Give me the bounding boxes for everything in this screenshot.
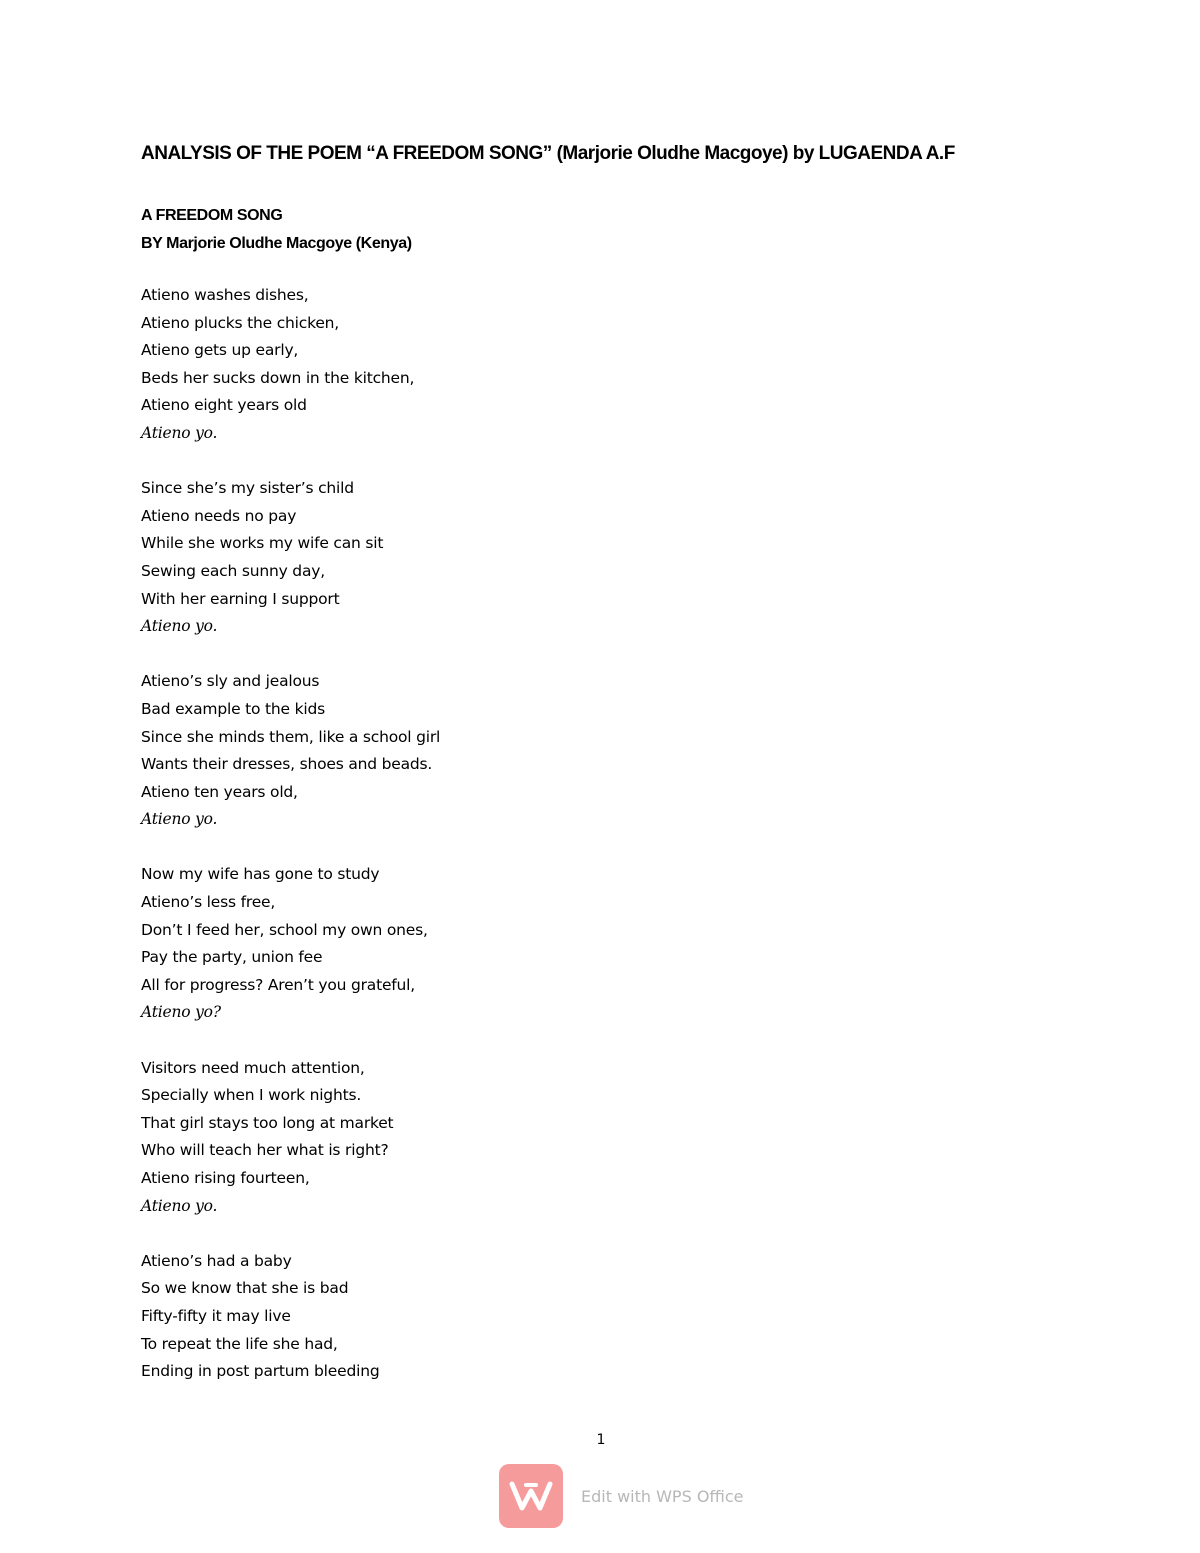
poem-line: Ending in post partum bleeding (141, 1362, 380, 1381)
poem-line: Atieno plucks the chicken, (141, 313, 340, 332)
poem-body (141, 282, 440, 1413)
stanza-1 (141, 282, 440, 448)
poem-refrain: Atieno yo? (141, 1003, 221, 1022)
poem-line: Sewing each sunny day, (141, 561, 325, 580)
stanza-3 (141, 668, 440, 834)
poem-line: Since she minds them, like a school girl (141, 727, 441, 746)
poem-line: So we know that she is bad (141, 1279, 349, 1298)
poem-line: Pay the party, union fee (141, 948, 323, 967)
poem-author: BY Marjorie Oludhe Macgoye (Kenya) (141, 235, 412, 252)
poem-line: That girl stays too long at market (141, 1113, 394, 1132)
stanza-6 (141, 1248, 440, 1386)
wps-edit-label[interactable]: Edit with WPS Office (581, 1486, 744, 1506)
poem-line: Atieno ten years old, (141, 782, 298, 801)
poem-refrain: Atieno yo. (141, 617, 218, 636)
wps-office-logo-icon[interactable] (499, 1464, 563, 1528)
poem-line: Atieno needs no pay (141, 506, 297, 525)
poem-title: A FREEDOM SONG (141, 207, 283, 224)
poem-line: Atieno washes dishes, (141, 286, 309, 304)
page-number: 1 (596, 1432, 606, 1448)
poem-refrain: Atieno yo. (141, 1196, 218, 1215)
poem-line: Atieno’s less free, (141, 893, 276, 912)
poem-heading (141, 202, 412, 258)
poem-line: Fifty-fifty it may live (141, 1306, 291, 1325)
poem-line: While she works my wife can sit (141, 534, 384, 553)
poem-line: Since she’s my sister’s child (141, 479, 354, 498)
poem-refrain: Atieno yo. (141, 810, 218, 829)
poem-line: With her earning I support (141, 589, 340, 608)
poem-line: Don’t I feed her, school my own ones, (141, 920, 428, 939)
poem-line: Now my wife has gone to study (141, 865, 380, 884)
wps-w-glyph-icon (508, 1479, 554, 1513)
poem-line: Atieno’s sly and jealous (141, 672, 320, 691)
poem-line: Atieno’s had a baby (141, 1251, 292, 1270)
stanza-4 (141, 861, 440, 1027)
poem-line: Who will teach her what is right? (141, 1141, 389, 1160)
poem-line: Bad example to the kids (141, 699, 325, 718)
stanza-5 (141, 1055, 440, 1221)
poem-line: Atieno rising fourteen, (141, 1169, 310, 1187)
document-title: ANALYSIS OF THE POEM “A FREEDOM SONG” (Marjorie Oludhe Macgoye) by LUGAENDA A.F (141, 143, 955, 164)
poem-line: Beds her sucks down in the kitchen, (141, 368, 415, 387)
poem-line: Visitors need much attention, (141, 1058, 365, 1077)
poem-line: To repeat the life she had, (141, 1334, 338, 1353)
poem-line: Atieno gets up early, (141, 341, 299, 360)
stanza-2 (141, 475, 440, 641)
wps-edit-badge[interactable] (499, 1464, 744, 1528)
poem-line: Specially when I work nights. (141, 1086, 362, 1105)
poem-line: Atieno eight years old (141, 396, 307, 415)
poem-refrain: Atieno yo. (141, 423, 218, 442)
poem-line: All for progress? Aren’t you grateful, (141, 975, 416, 994)
poem-line: Wants their dresses, shoes and beads. (141, 755, 433, 774)
